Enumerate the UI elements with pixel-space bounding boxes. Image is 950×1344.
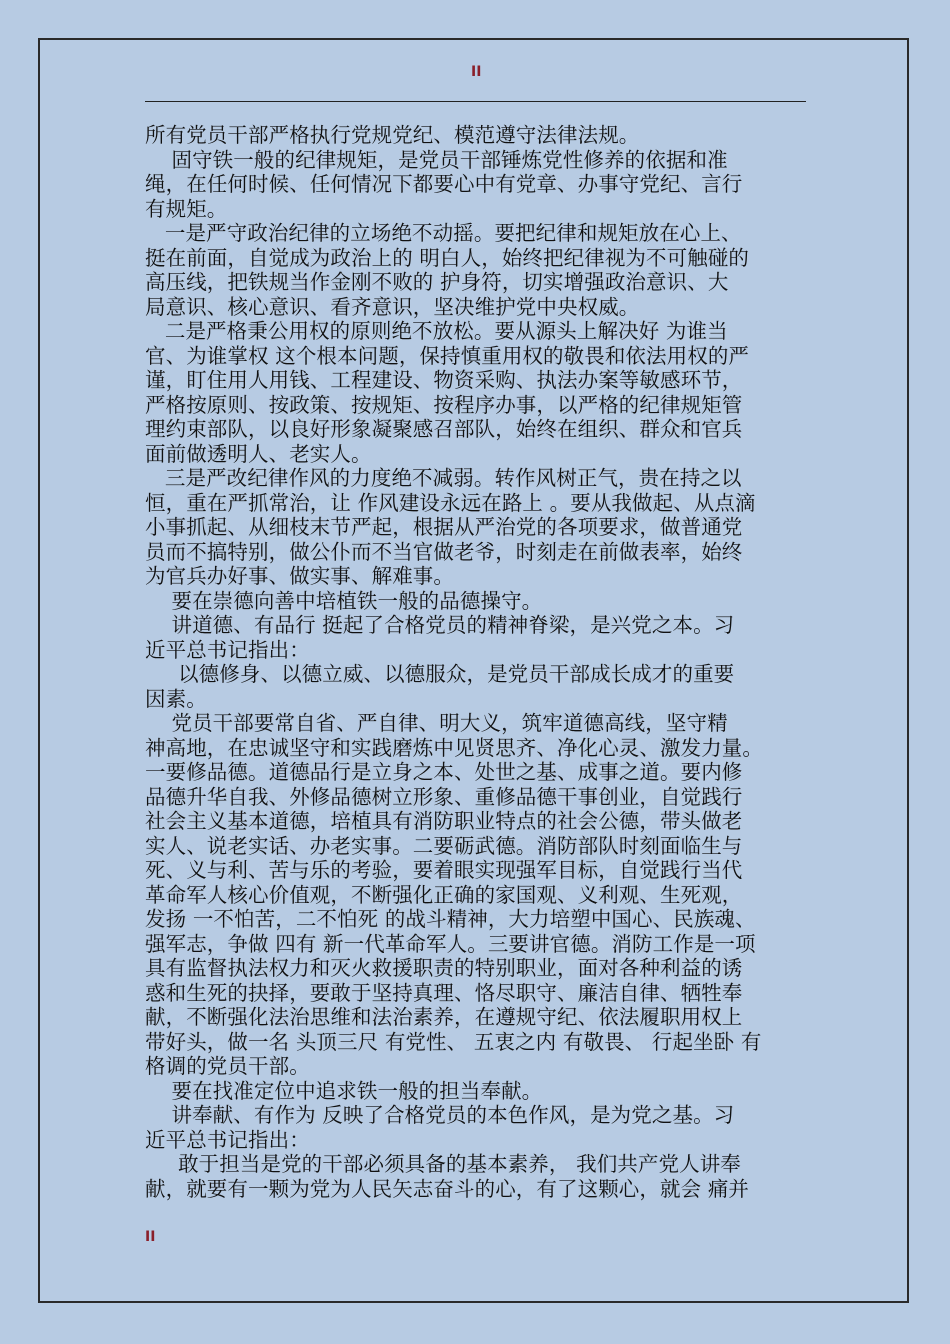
text-line: 严格按原则、按政策、按规矩、按程序办事，以严格的纪律规矩管 (145, 392, 743, 417)
text-line: 献，就要有一颗为党为人民矢志奋斗的心，有了这颗心，就会 痛并 (145, 1176, 750, 1201)
text-line: 实人、说老实话、办老实事。二要砺武德。消防部队时刻面临生与 (145, 833, 743, 858)
text-line: 局意识、核心意识、看齐意识，坚决维护党中央权威。 (145, 294, 640, 319)
text-line: 一是严守政治纪律的立场绝不动摇。要把纪律和规矩放在心上、 (145, 221, 742, 245)
text-line: 三是严改纪律作风的力度绝不减弱。转作风树正气，贵在持之以 (145, 466, 742, 490)
text-line: 谨，盯住用人用钱、工程建设、物资采购、执法办案等敏感环节， (145, 368, 743, 392)
text-line: 因素。 (145, 686, 207, 711)
text-line: 神高地，在忠诚坚守和实践磨炼中见贤思齐、净化心灵、激发力量。 (145, 735, 763, 760)
text-line: 以德修身、以德立威、以德服众，是党员干部成长成才的重要 (145, 662, 735, 686)
text-line: 惑和生死的抉择，要敢于坚持真理、恪尽职守、廉洁自律、牺牲奉 (145, 980, 743, 1005)
text-line: 献，不断强化法治思维和法治素养，在遵规守纪、依法履职用权上 (145, 1005, 743, 1029)
text-line: 带好头，做一名 头顶三尺 有党性、 五衷之内 有敬畏、 行起坐卧 有 (145, 1029, 762, 1054)
text-line: 要在找准定位中追求铁一般的担当奉献。 (145, 1078, 543, 1103)
header-mark: II (471, 64, 482, 80)
text-line: 固守铁一般的纪律规矩，是党员干部锤炼党性修养的依据和准 (145, 147, 728, 172)
text-line: 格调的党员干部。 (145, 1054, 310, 1078)
text-line: 恒，重在严抓常治，让 作风建设永远在路上 。要从我做起、从点滴 (145, 490, 756, 515)
text-line: 一要修品德。道德品行是立身之本、处世之基、成事之道。要内修 (145, 760, 743, 784)
text-line: 为官兵办好事、做实事、解难事。 (145, 564, 454, 588)
text-line: 敢于担当是党的干部必须具备的基本素养， 我们共产党人讲奉 (145, 1152, 741, 1176)
text-line: 品德升华自我、外修品德树立形象、重修品德干事创业，自觉践行 (145, 784, 743, 809)
text-line: 理约束部队，以良好形象凝聚感召部队，始终在组织、群众和官兵 (145, 417, 743, 441)
text-line: 挺在前面，自觉成为政治上的 明白人，始终把纪律视为不可触碰的 (145, 245, 750, 270)
text-line: 讲道德、有品行 挺起了合格党员的精神脊梁，是兴党之本。习 (145, 613, 735, 637)
text-line: 讲奉献、有作为 反映了合格党员的本色作风，是为党之基。习 (145, 1103, 735, 1127)
text-line: 发扬 一不怕苦，二不怕死 的战斗精神，大力培塑中国心、民族魂、 (145, 907, 756, 931)
document-body (145, 123, 813, 1223)
text-line: 二是严格秉公用权的原则绝不放松。要从源头上解决好 为谁当 (145, 319, 728, 343)
text-line: 绳，在任何时候、任何情况下都要心中有党章、办事守党纪、言行 (145, 172, 743, 196)
text-line: 社会主义基本道德，培植具有消防职业特点的社会公德，带头做老 (145, 809, 743, 833)
text-line: 近平总书记指出： (145, 637, 310, 662)
text-line: 死、义与利、苦与乐的考验，要着眼实现强军目标，自觉践行当代 (145, 858, 743, 882)
footer-mark: II (145, 1229, 156, 1245)
text-line: 党员干部要常自省、严自律、明大义，筑牢道德高线，坚守精 (145, 711, 728, 735)
text-line: 近平总书记指出： (145, 1127, 310, 1152)
text-line: 具有监督执法权力和灭火救援职责的特别职业，面对各种利益的诱 (145, 956, 743, 980)
text-line: 官、为谁掌权 这个根本问题，保持慎重用权的敬畏和依法用权的严 (145, 343, 750, 368)
text-line: 面前做透明人、老实人。 (145, 441, 372, 466)
text-line: 员而不搞特别，做公仆而不当官做老爷，时刻走在前做表率，始终 (145, 539, 743, 564)
text-line: 革命军人核心价值观，不断强化正确的家国观、义利观、生死观， (145, 882, 743, 907)
text-line: 高压线，把铁规当作金刚不败的 护身符，切实增强政治意识、大 (145, 270, 729, 294)
text-line: 要在崇德向善中培植铁一般的品德操守。 (145, 588, 543, 613)
text-line: 小事抓起、从细枝末节严起，根据从严治党的各项要求，做普通党 (145, 515, 743, 539)
text-line: 强军志，争做 四有 新一代革命军人。三要讲官德。消防工作是一项 (145, 931, 756, 956)
text-line: 所有党员干部严格执行党规党纪、模范遵守法律法规。 (145, 123, 640, 147)
text-line: 有规矩。 (145, 196, 228, 221)
header-rule (145, 101, 806, 102)
